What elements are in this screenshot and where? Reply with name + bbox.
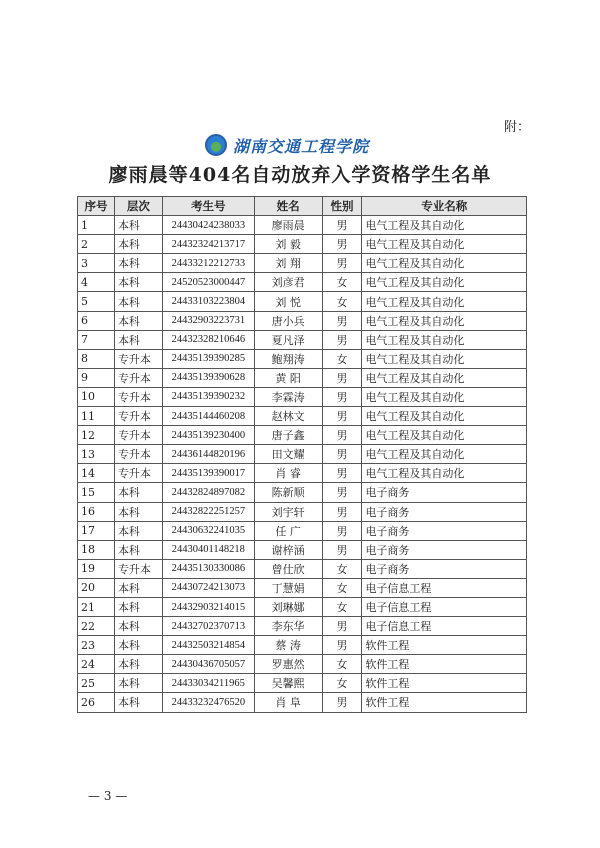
cell-name: 罗惠然 — [254, 655, 322, 674]
cell-exam-id: 24433212212733 — [162, 254, 254, 273]
cell-exam-id: 24435144460208 — [162, 407, 254, 426]
cell-number: 17 — [78, 521, 115, 540]
cell-number: 13 — [78, 445, 115, 464]
attachment-label: 附： — [504, 120, 531, 135]
cell-number: 9 — [78, 368, 115, 387]
cell-name: 肖 阜 — [254, 693, 322, 712]
header-col-number: 序号 — [78, 197, 115, 216]
cell-name: 田文耀 — [254, 445, 322, 464]
table-row — [78, 235, 527, 254]
cell-name: 唐小兵 — [254, 311, 322, 330]
cell-exam-id: 24433034211965 — [162, 674, 254, 693]
cell-gender: 男 — [322, 445, 362, 464]
cell-level: 本科 — [114, 693, 162, 712]
cell-major: 电气工程及其自动化 — [362, 216, 527, 235]
document-title: 廖雨晨等404名自动放弃入学资格学生名单 — [108, 164, 492, 186]
cell-exam-id: 24432702370713 — [162, 617, 254, 636]
table-row — [78, 597, 527, 616]
cell-number: 5 — [78, 292, 115, 311]
cell-number: 11 — [78, 407, 115, 426]
cell-exam-id: 24432822251257 — [162, 502, 254, 521]
cell-major: 电气工程及其自动化 — [362, 426, 527, 445]
cell-major: 电气工程及其自动化 — [362, 330, 527, 349]
cell-number: 6 — [78, 311, 115, 330]
cell-name: 李东华 — [254, 617, 322, 636]
cell-level: 本科 — [114, 655, 162, 674]
cell-gender: 男 — [322, 483, 362, 502]
table-row — [78, 464, 527, 483]
cell-major: 软件工程 — [362, 636, 527, 655]
cell-name: 李霖涛 — [254, 387, 322, 406]
cell-number: 3 — [78, 254, 115, 273]
cell-level: 本科 — [114, 636, 162, 655]
cell-exam-id: 24435139230400 — [162, 426, 254, 445]
cell-exam-id: 24430724213073 — [162, 578, 254, 597]
table-row — [78, 445, 527, 464]
cell-name: 任 广 — [254, 521, 322, 540]
cell-major: 软件工程 — [362, 693, 527, 712]
cell-level: 本科 — [114, 216, 162, 235]
table-row — [78, 693, 527, 712]
cell-level: 本科 — [114, 483, 162, 502]
cell-number: 14 — [78, 464, 115, 483]
cell-gender: 男 — [322, 235, 362, 254]
cell-gender: 男 — [322, 617, 362, 636]
table-row — [78, 254, 527, 273]
cell-number: 26 — [78, 693, 115, 712]
cell-exam-id: 24436144820196 — [162, 445, 254, 464]
table-row — [78, 655, 527, 674]
table-row — [78, 368, 527, 387]
table-row — [78, 216, 527, 235]
table-row — [78, 273, 527, 292]
cell-major: 电气工程及其自动化 — [362, 273, 527, 292]
cell-gender: 男 — [322, 368, 362, 387]
cell-exam-id: 24435139390017 — [162, 464, 254, 483]
cell-gender: 男 — [322, 540, 362, 559]
table-row — [78, 540, 527, 559]
cell-name: 廖雨晨 — [254, 216, 322, 235]
cell-name: 刘 毅 — [254, 235, 322, 254]
table-row — [78, 636, 527, 655]
table-row — [78, 387, 527, 406]
cell-number: 1 — [78, 216, 115, 235]
cell-exam-id: 24435139390628 — [162, 368, 254, 387]
school-emblem-icon — [205, 134, 227, 156]
cell-number: 16 — [78, 502, 115, 521]
cell-major: 软件工程 — [362, 655, 527, 674]
cell-gender: 男 — [322, 330, 362, 349]
table-row — [78, 349, 527, 368]
cell-major: 电气工程及其自动化 — [362, 311, 527, 330]
cell-exam-id: 24435139390285 — [162, 349, 254, 368]
cell-number: 21 — [78, 597, 115, 616]
cell-number: 24 — [78, 655, 115, 674]
cell-exam-id: 24433103223804 — [162, 292, 254, 311]
cell-exam-id: 24430436705057 — [162, 655, 254, 674]
cell-name: 黄 阳 — [254, 368, 322, 387]
cell-level: 本科 — [114, 521, 162, 540]
cell-level: 专升本 — [114, 464, 162, 483]
cell-exam-id: 24432903223731 — [162, 311, 254, 330]
table-row — [78, 559, 527, 578]
cell-name: 谢梓涵 — [254, 540, 322, 559]
cell-major: 电气工程及其自动化 — [362, 254, 527, 273]
cell-number: 12 — [78, 426, 115, 445]
cell-number: 10 — [78, 387, 115, 406]
cell-number: 25 — [78, 674, 115, 693]
cell-name: 曾仕欣 — [254, 559, 322, 578]
school-name: 湖南交通工程学院 — [233, 136, 370, 156]
cell-name: 唐子鑫 — [254, 426, 322, 445]
table-row — [78, 674, 527, 693]
cell-major: 电气工程及其自动化 — [362, 235, 527, 254]
cell-exam-id: 24430401148218 — [162, 540, 254, 559]
cell-level: 本科 — [114, 502, 162, 521]
cell-level: 专升本 — [114, 445, 162, 464]
table-row — [78, 407, 527, 426]
cell-level: 本科 — [114, 311, 162, 330]
page-number: — 3 — — [88, 789, 128, 803]
cell-gender: 女 — [322, 559, 362, 578]
cell-number: 18 — [78, 540, 115, 559]
cell-major: 电子商务 — [362, 559, 527, 578]
cell-level: 本科 — [114, 674, 162, 693]
cell-level: 专升本 — [114, 349, 162, 368]
cell-gender: 男 — [322, 464, 362, 483]
cell-name: 鲍翔涛 — [254, 349, 322, 368]
cell-major: 电子信息工程 — [362, 578, 527, 597]
cell-level: 本科 — [114, 578, 162, 597]
cell-gender: 男 — [322, 216, 362, 235]
school-logo — [205, 132, 395, 158]
cell-level: 本科 — [114, 330, 162, 349]
cell-number: 15 — [78, 483, 115, 502]
table-row — [78, 426, 527, 445]
cell-name: 肖 睿 — [254, 464, 322, 483]
cell-exam-id: 24430424238033 — [162, 216, 254, 235]
cell-gender: 男 — [322, 502, 362, 521]
cell-major: 电气工程及其自动化 — [362, 292, 527, 311]
cell-number: 22 — [78, 617, 115, 636]
cell-number: 4 — [78, 273, 115, 292]
header-col-gender: 性别 — [322, 197, 362, 216]
header-col-level: 层次 — [114, 197, 162, 216]
cell-exam-id: 24435139390232 — [162, 387, 254, 406]
cell-number: 19 — [78, 559, 115, 578]
cell-major: 电子商务 — [362, 483, 527, 502]
cell-exam-id: 24432903214015 — [162, 597, 254, 616]
table-row — [78, 578, 527, 597]
cell-level: 本科 — [114, 292, 162, 311]
cell-name: 刘琳娜 — [254, 597, 322, 616]
cell-name: 赵林文 — [254, 407, 322, 426]
cell-major: 电气工程及其自动化 — [362, 368, 527, 387]
cell-major: 电气工程及其自动化 — [362, 387, 527, 406]
cell-major: 电气工程及其自动化 — [362, 349, 527, 368]
cell-exam-id: 24430632241035 — [162, 521, 254, 540]
cell-exam-id: 24432503214854 — [162, 636, 254, 655]
cell-level: 本科 — [114, 273, 162, 292]
cell-name: 刘 悦 — [254, 292, 322, 311]
cell-exam-id: 24432324213717 — [162, 235, 254, 254]
header-col-major: 专业名称 — [362, 197, 527, 216]
cell-name: 吴馨熙 — [254, 674, 322, 693]
cell-major: 电子信息工程 — [362, 617, 527, 636]
cell-number: 23 — [78, 636, 115, 655]
table-header-row — [78, 197, 527, 216]
cell-gender: 女 — [322, 597, 362, 616]
cell-exam-id: 24435130330086 — [162, 559, 254, 578]
table-row — [78, 502, 527, 521]
cell-major: 软件工程 — [362, 674, 527, 693]
cell-gender: 女 — [322, 655, 362, 674]
cell-gender: 男 — [322, 311, 362, 330]
cell-gender: 男 — [322, 426, 362, 445]
header-col-exam-id: 考生号 — [162, 197, 254, 216]
cell-level: 专升本 — [114, 559, 162, 578]
cell-gender: 男 — [322, 693, 362, 712]
cell-gender: 女 — [322, 578, 362, 597]
cell-major: 电子信息工程 — [362, 597, 527, 616]
table-row — [78, 483, 527, 502]
cell-number: 2 — [78, 235, 115, 254]
cell-level: 本科 — [114, 540, 162, 559]
cell-gender: 男 — [322, 521, 362, 540]
cell-major: 电子商务 — [362, 521, 527, 540]
cell-gender: 女 — [322, 292, 362, 311]
cell-name: 夏凡泽 — [254, 330, 322, 349]
table-row — [78, 330, 527, 349]
cell-name: 蔡 涛 — [254, 636, 322, 655]
cell-level: 专升本 — [114, 387, 162, 406]
cell-number: 7 — [78, 330, 115, 349]
cell-name: 刘彦君 — [254, 273, 322, 292]
table-row — [78, 617, 527, 636]
cell-major: 电气工程及其自动化 — [362, 407, 527, 426]
cell-exam-id: 24520523000447 — [162, 273, 254, 292]
cell-major: 电气工程及其自动化 — [362, 464, 527, 483]
cell-gender: 男 — [322, 636, 362, 655]
cell-major: 电气工程及其自动化 — [362, 445, 527, 464]
cell-name: 刘 翔 — [254, 254, 322, 273]
cell-level: 本科 — [114, 617, 162, 636]
cell-name: 丁慧娟 — [254, 578, 322, 597]
cell-level: 本科 — [114, 597, 162, 616]
cell-level: 专升本 — [114, 407, 162, 426]
cell-gender: 男 — [322, 407, 362, 426]
cell-level: 本科 — [114, 254, 162, 273]
cell-gender: 女 — [322, 273, 362, 292]
cell-exam-id: 24433232476520 — [162, 693, 254, 712]
cell-number: 8 — [78, 349, 115, 368]
cell-name: 刘宇轩 — [254, 502, 322, 521]
table-row — [78, 292, 527, 311]
cell-major: 电子商务 — [362, 540, 527, 559]
cell-gender: 女 — [322, 349, 362, 368]
cell-exam-id: 24432328210646 — [162, 330, 254, 349]
cell-exam-id: 24432824897082 — [162, 483, 254, 502]
header-col-name: 姓名 — [254, 197, 322, 216]
table-body — [78, 216, 527, 712]
cell-level: 专升本 — [114, 368, 162, 387]
cell-major: 电子商务 — [362, 502, 527, 521]
student-roster-table — [77, 196, 527, 713]
cell-level: 本科 — [114, 235, 162, 254]
cell-gender: 男 — [322, 254, 362, 273]
cell-number: 20 — [78, 578, 115, 597]
cell-name: 陈新顺 — [254, 483, 322, 502]
table-row — [78, 521, 527, 540]
cell-gender: 男 — [322, 387, 362, 406]
cell-level: 专升本 — [114, 426, 162, 445]
cell-gender: 女 — [322, 674, 362, 693]
table-row — [78, 311, 527, 330]
